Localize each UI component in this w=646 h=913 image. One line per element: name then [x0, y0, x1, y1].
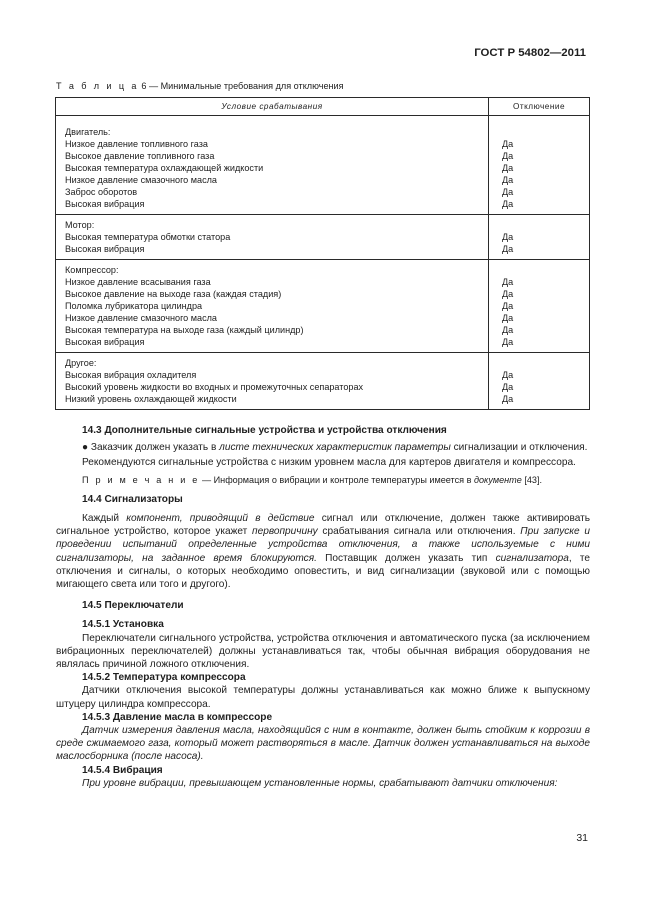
table-caption: [56, 81, 344, 91]
column-header-condition: Условие срабатывания: [56, 98, 489, 116]
subsection-heading-14-5-1: 14.5.1 Установка: [82, 619, 164, 631]
paragraph-14-3-1: ● Заказчик должен указать в листе технических характеристик параметры сигнализации и отключения.: [82, 442, 588, 454]
condition-text: Заброс оборотов: [65, 187, 138, 197]
paragraph-14-5-2: Датчики отключения высокой температуры должны устанавливаться как можно ближе к выпускному штуцеру цилиндра компрессора.: [56, 685, 590, 710]
shutdown-value: Да: [502, 301, 514, 311]
table-row-other: [56, 353, 590, 410]
table-header-row: [56, 98, 590, 116]
table-caption-label: Т а б л и ц а: [56, 81, 139, 91]
table-row-compressor: [56, 260, 590, 353]
table-row-motor: [56, 215, 590, 260]
condition-text: Высокое давление топливного газа: [65, 151, 215, 161]
paragraph-14-5-4: При уровне вибрации, превышающем установленные нормы, срабатывают датчики отключения:: [82, 777, 558, 789]
section-heading-14-3: 14.3 Дополнительные сигнальные устройства и устройства отключения: [82, 425, 447, 436]
condition-text: Низкое давление всасывания газа: [65, 277, 211, 287]
shutdown-value: Да: [502, 151, 514, 161]
condition-text: Высокий уровень жидкости во входных и промежуточных сепараторах: [65, 382, 364, 392]
subsection-heading-14-5-4: 14.5.4 Вибрация: [82, 764, 163, 776]
condition-text: Высокая вибрация охладителя: [65, 370, 197, 380]
shutdown-value: Да: [502, 325, 514, 335]
condition-text: Поломка лубрикатора цилиндра: [65, 301, 203, 311]
section-heading-14-5: 14.5 Переключатели: [82, 600, 184, 612]
column-header-shutdown: Отключение: [489, 98, 590, 116]
shutdown-value: Да: [502, 187, 514, 197]
shutdown-value: Да: [502, 277, 514, 287]
paragraph-14-5-1: Переключатели сигнального устройства, устройства отключения и автоматического пуска (за исключением вибрационных переключателей) должны устанавливаться так, чтобы обычная вибрация оборудования не являлась причиной ложного отключения.: [56, 632, 590, 671]
page-number: 31: [576, 832, 588, 844]
group-title: Двигатель:: [65, 127, 111, 137]
document-body: [56, 424, 590, 790]
note-14-3: П р и м е ч а н и е — Информация о вибрации и контроле температуры имеется в документе [43].: [82, 474, 543, 485]
condition-text: Низкое давление смазочного масла: [65, 313, 217, 323]
section-heading-14-4: 14.4 Сигнализаторы: [82, 493, 183, 505]
shutdown-value: Да: [502, 382, 514, 392]
paragraph-14-4: Каждый компонент, приводящий в действие сигнал или отключение, должен также активировать сигнальное устройство, которое укажет первопричину срабатывания сигнала или отключения. При запуске и проведении испытаний определенные устройства отключения, а также используемые с ними сигнализаторы, на заданное время блокируются. Поставщик должен указать тип сигнализатора, те отключения и сигналы, о которых необходимо оповестить, и вид сигнализации (звуковой или с помощью мигающего света или того и другого).: [56, 513, 591, 591]
condition-text: Низкое давление топливного газа: [65, 139, 208, 149]
standard-header: ГОСТ Р 54802—2011: [474, 47, 586, 59]
condition-text: Высокая вибрация: [65, 244, 145, 254]
group-title: Мотор:: [65, 220, 95, 230]
shutdown-value: Да: [502, 199, 514, 209]
paragraph-14-5-3: Датчик измерения давления масла, находящийся с ним в контакте, должен быть стойким к коррозии в среде сжимаемого газа, который может растворяться в масле. Датчик должен устанавливаться на выходе маслосборника (после насоса).: [56, 725, 590, 763]
table-spacer-row: [56, 116, 590, 126]
shutdown-value: Да: [502, 175, 514, 185]
shutdown-value: Да: [502, 139, 514, 149]
table-row-engine: [56, 125, 590, 215]
shutdown-value: Да: [502, 370, 514, 380]
subsection-heading-14-5-3: 14.5.3 Давление масла в компрессоре: [82, 711, 273, 723]
table-caption-number: 6: [141, 81, 147, 91]
subsection-heading-14-5-2: 14.5.2 Температура компрессора: [82, 672, 246, 684]
shutdown-value: Да: [502, 232, 514, 242]
condition-text: Высокая температура на выходе газа (каждый цилиндр): [65, 325, 304, 335]
condition-text: Высокое давление на выходе газа (каждая стадия): [65, 289, 282, 299]
shutdown-requirements-table: [55, 97, 590, 410]
shutdown-value: Да: [502, 337, 514, 347]
paragraph-14-3-2: Рекомендуются сигнальные устройства с низким уровнем масла для картеров двигателя и компрессора.: [82, 457, 576, 469]
shutdown-value: Да: [502, 313, 514, 323]
condition-text: Низкий уровень охлаждающей жидкости: [65, 394, 237, 404]
condition-text: Низкое давление смазочного масла: [65, 175, 217, 185]
condition-text: Высокая вибрация: [65, 337, 145, 347]
condition-text: Высокая температура охлаждающей жидкости: [65, 163, 264, 173]
shutdown-value: Да: [502, 394, 514, 404]
table-caption-text: — Минимальные требования для отключения: [148, 81, 344, 91]
group-title: Другое:: [65, 358, 97, 368]
shutdown-value: Да: [502, 244, 514, 254]
condition-text: Высокая температура обмотки статора: [65, 232, 231, 242]
shutdown-value: Да: [502, 289, 514, 299]
condition-text: Высокая вибрация: [65, 199, 145, 209]
group-title: Компрессор:: [65, 265, 119, 275]
shutdown-value: Да: [502, 163, 514, 173]
